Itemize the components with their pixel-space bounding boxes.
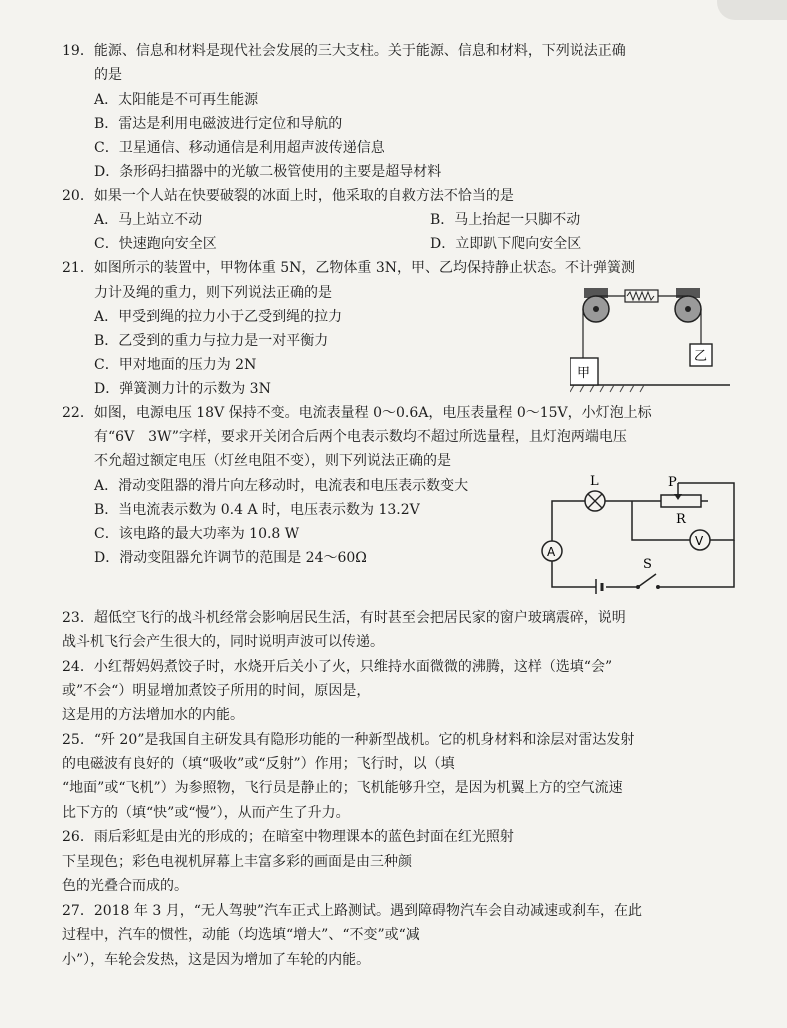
q22-stem-cont2: 不允超过额定电压（灯丝电阻不变），则下列说法正确的是 <box>94 453 451 469</box>
q19-option-c: C．卫星通信、移动通信是利用超声波传递信息 <box>94 140 385 156</box>
q26-l2c: 三种颜 <box>370 854 412 870</box>
q22-label-ammeter: A <box>547 545 556 559</box>
q21-option-a: A．甲受到绳的拉力小于乙受到绳的拉力 <box>94 309 343 325</box>
q21-option-d: D．弹簧测力计的示数为 3N <box>94 381 271 397</box>
q23-line1: 23．超低空飞行的战斗机经常会影响居民生活，有时甚至会把居民家的窗户玻璃震碎，说明 <box>62 610 626 626</box>
q25-l2c: （填 <box>426 756 455 772</box>
q20-stem: 20．如果一个人站在快要破裂的冰面上时，他采取的自救方法不恰当的是 <box>62 188 514 204</box>
q24-line1 <box>62 658 612 678</box>
q24-l3a: 这是用 <box>62 707 104 723</box>
q19-stem: 19．能源、信息和材料是现代社会发展的三大支柱。关于能源、信息和材料，下列说法正确 <box>62 43 626 59</box>
q20-option-a: A．马上站立不动 <box>94 212 203 228</box>
q22-label-voltmeter: V <box>695 534 704 548</box>
q21-pulley-figure <box>570 282 730 394</box>
q24-l2b: ， <box>356 683 371 699</box>
q22-label-lamp: L <box>590 474 599 489</box>
q25-line1: 25．“歼 20”是我国自主研发具有隐形功能的一种新型战机。它的机身材料和涂层对雷达发射 <box>62 732 635 748</box>
q24-l3b: 的方法增加水的内能。 <box>104 707 244 723</box>
q26-line3: 色的光叠合而成的。 <box>62 878 188 894</box>
q24-l1a: 24．小红帮妈妈煮饺子时，水烧开后关小了火，只维持水面微微的沸腾，这样 <box>62 659 542 675</box>
q19-option-b: B．雷达是利用电磁波进行定位和导航的 <box>94 116 343 132</box>
q23-line2 <box>62 633 384 653</box>
q25-line3: “地面”或“飞机”）为参照物，飞行员是静止的；飞机能够升空，是因为机翼上方的空气流速 <box>62 780 623 796</box>
q22-option-d: D．滑动变阻器允许调节的范围是 24～60Ω <box>94 550 367 566</box>
q22-circuit-figure <box>538 470 744 594</box>
q19-option-a: A．太阳能是不可再生能源 <box>94 92 259 108</box>
q27-l2c: （均选填“增大”、“不变”或“减 <box>230 927 420 943</box>
q21-label-yi: 乙 <box>694 349 708 364</box>
q23-l2a: 战斗机飞行会产生很大的 <box>62 634 216 650</box>
q22-label-switch: S <box>643 557 652 572</box>
q24-l2a: 或”不会“）明显增加煮饺子所用的时间，原因是 <box>62 683 357 699</box>
q27-line2 <box>62 926 420 946</box>
q25-line2 <box>62 755 455 775</box>
q25-l2a: 的电磁波有良好的 <box>62 756 174 772</box>
q26-line2 <box>62 853 412 873</box>
q24-line3 <box>62 706 244 726</box>
q26-l2a: 下呈现 <box>62 854 104 870</box>
q22-label-resistor: R <box>676 512 686 527</box>
q27-l3b: 增加了车轮的内能。 <box>244 952 371 968</box>
q19-stem-cont: 的是 <box>94 67 122 83</box>
q26-l2b: 色；彩色电视机屏幕上丰富多彩的画面是由 <box>104 854 370 870</box>
q22-stem: 22．如图，电源电压 18V 保持不变。电流表量程 0～0.6A，电压表量程 0～15V，小灯泡上标 <box>62 405 652 421</box>
q22-label-slider: P <box>668 475 677 490</box>
q22-option-c: C．该电路的最大功率为 10.8 W <box>94 526 300 542</box>
q27-line3 <box>62 951 370 971</box>
q26-l1a: 26．雨后彩虹是由光的 <box>62 829 206 845</box>
q20-option-d: D．立即趴下爬向安全区 <box>430 236 582 252</box>
q27-line1: 27．2018 年 3 月，“无人驾驶”汽车正式上路测试。遇到障碍物汽车会自动减速或刹车，在此 <box>62 903 643 919</box>
page-corner-shadow <box>717 0 787 20</box>
q25-l4b: （填“快”或“慢”），从而产生了升力。 <box>118 805 350 821</box>
q21-stem-cont: 力计及绳的重力，则下列说法正确的是 <box>94 285 332 301</box>
q21-option-c: C．甲对地面的压力为 2N <box>94 357 257 373</box>
q27-l3a: 小”），车轮会发热，这是因为 <box>62 952 245 968</box>
q22-option-b: B．当电流表示数为 0.4 A 时，电压表示数为 13.2V <box>94 502 420 518</box>
q21-stem: 21．如图所示的装置中，甲物体重 5N，乙物体重 3N，甲、乙均保持静止状态。不计弹簧测 <box>62 260 636 276</box>
q22-stem-cont1: 有“6V 3W”字样，要求开关闭合后两个电表示数均不超过所选量程，且灯泡两端电压 <box>94 429 627 445</box>
q24-l1b: （选填“会” <box>541 659 613 675</box>
q24-line2 <box>62 682 370 702</box>
q21-option-b: B．乙受到的重力与拉力是一对平衡力 <box>94 333 329 349</box>
q22-option-a: A．滑动变阻器的滑片向左移动时，电流表和电压表示数变大 <box>94 478 469 494</box>
q27-l2b: ，动能 <box>188 927 230 943</box>
q20-option-b: B．马上抬起一只脚不动 <box>430 212 581 228</box>
q26-line1 <box>62 828 514 848</box>
q27-l2a: 过程中，汽车的惯性 <box>62 927 188 943</box>
q20-option-c: C．快速跑向安全区 <box>94 236 217 252</box>
q23-l2b: ，同时说明声波可以传递 <box>216 634 370 650</box>
q25-l4a: 比下方的 <box>62 805 118 821</box>
q26-l1b: 形成的；在暗室中物理课本的蓝色封面在红光照射 <box>205 829 514 845</box>
q25-l2b: （填“吸收”或“反射”）作用；飞行时，以 <box>174 756 427 772</box>
q23-l2c: 。 <box>370 634 384 650</box>
q21-label-jia: 甲 <box>577 366 591 381</box>
q25-line4 <box>62 804 350 824</box>
q19-option-d: D．条形码扫描器中的光敏二极管使用的主要是超导材料 <box>94 164 442 180</box>
